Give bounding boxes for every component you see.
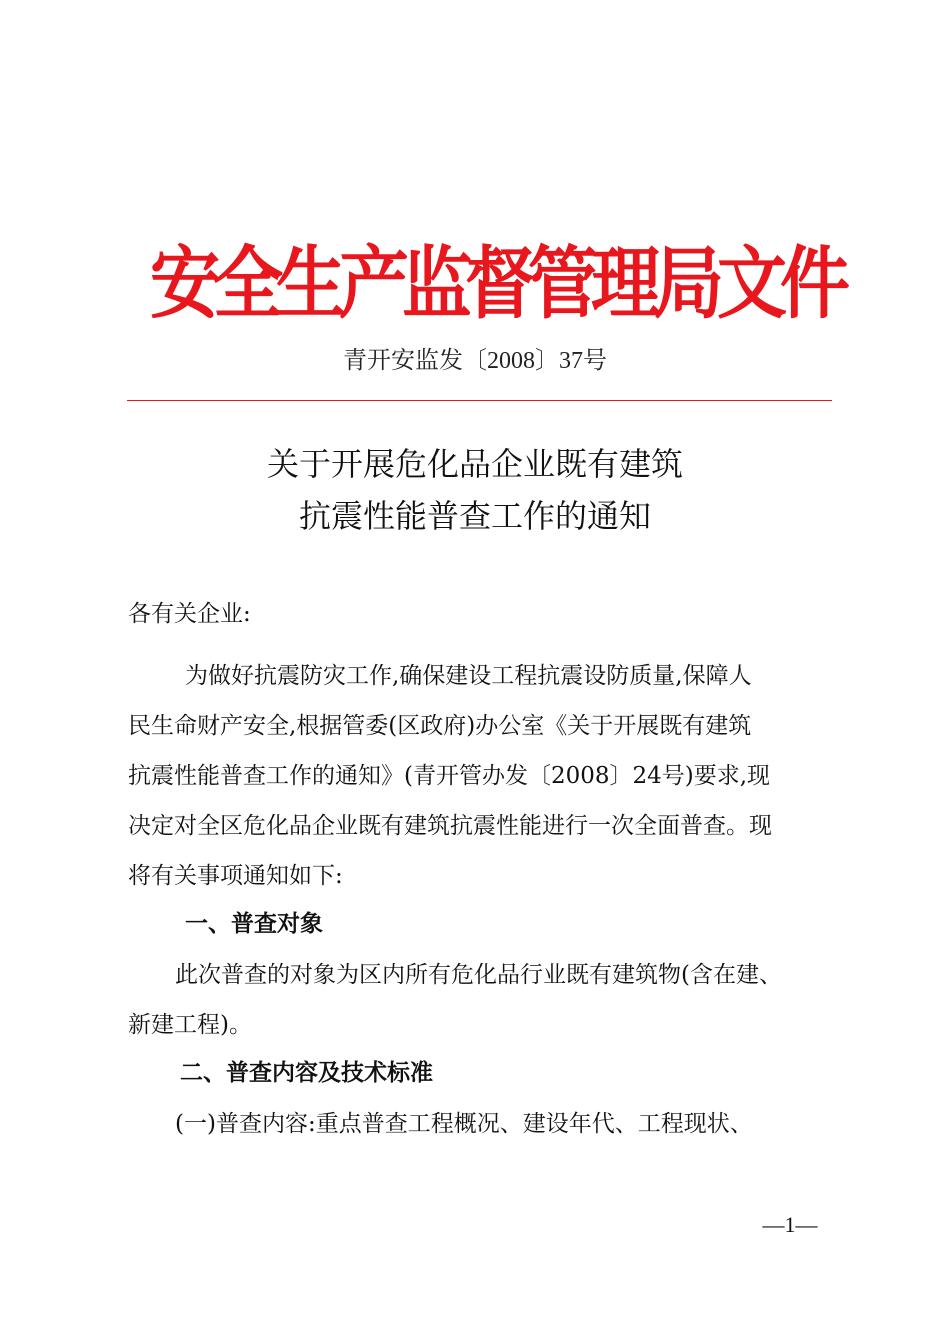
red-divider: [127, 400, 832, 401]
agency-masthead: 安全生产监督管理局文件: [150, 237, 843, 330]
section-2-first-line: (一)普查内容:重点普查工程概况、建设年代、工程现状、: [175, 1111, 753, 1137]
page-number: —1—: [762, 1212, 818, 1237]
intro-line-2: 民生命财产安全,根据管委(区政府)办公室《关于开展既有建筑: [128, 713, 752, 739]
section-1-heading: 一、普查对象: [185, 911, 323, 937]
intro-line-1: 为做好抗震防灾工作,确保建设工程抗震设防质量,保障人: [185, 663, 752, 689]
notice-title-line-2: 抗震性能普查工作的通知: [298, 497, 651, 535]
notice-title-line-1: 关于开展危化品企业既有建筑: [266, 445, 683, 483]
section-1-line-2: 新建工程)。: [128, 1012, 252, 1038]
document-number: 青开安监发〔2008〕37号: [343, 348, 607, 374]
salutation: 各有关企业:: [128, 601, 251, 627]
intro-line-5: 将有关事项通知如下:: [128, 863, 343, 889]
intro-line-3: 抗震性能普查工作的通知》(青开管办发〔2008〕24号)要求,现: [128, 763, 771, 789]
section-1-line-1: 此次普查的对象为区内所有危化品行业既有建筑物(含在建、: [175, 962, 782, 988]
intro-line-4: 决定对全区危化品企业既有建筑抗震性能进行一次全面普查。现: [128, 813, 772, 839]
section-2-heading: 二、普查内容及技术标准: [180, 1060, 433, 1086]
